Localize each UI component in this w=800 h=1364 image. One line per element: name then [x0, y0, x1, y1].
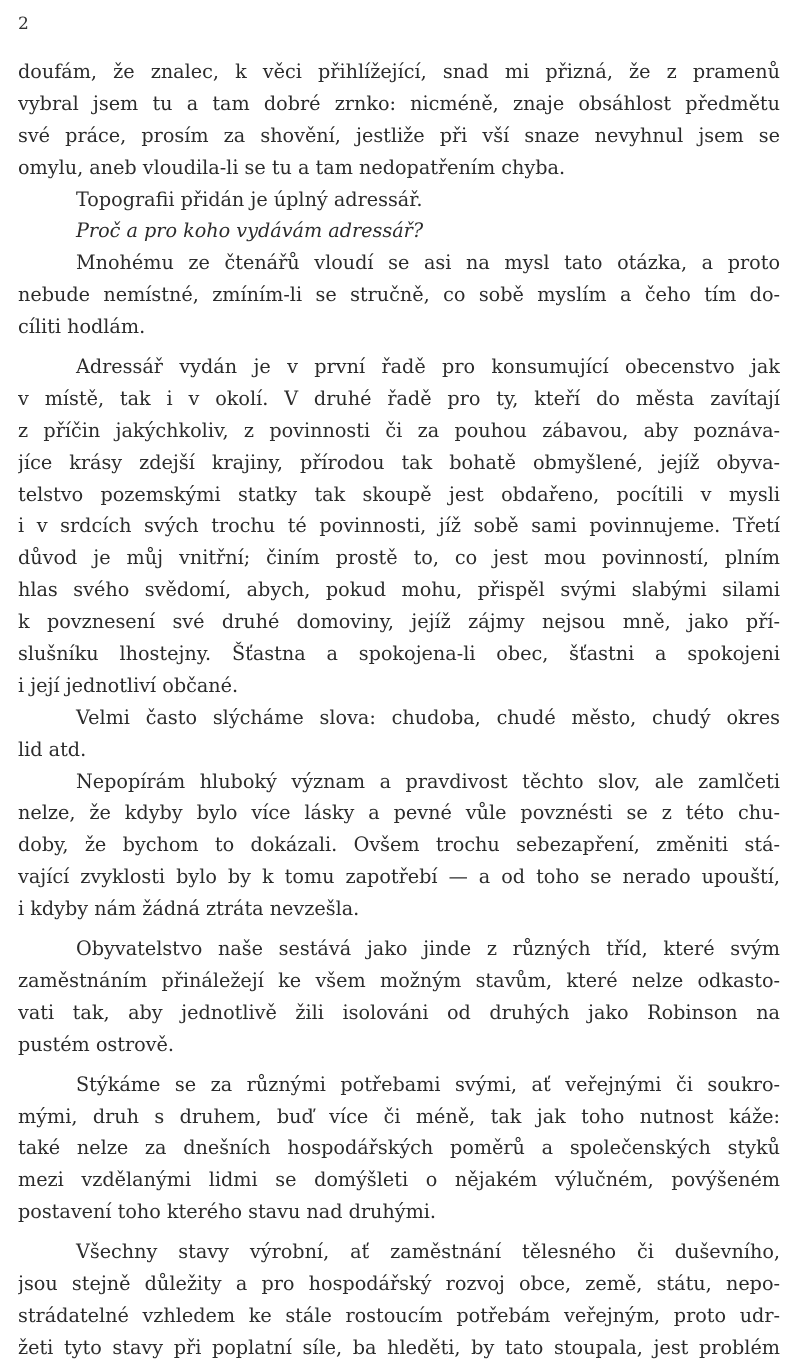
text-line: vybral jsem tu a tam dobré zrnko: nicméně, znaje obsáhlost předmětu	[18, 91, 780, 115]
text-line: v místě, tak i v okolí. V druhé řadě pro ty, kteří do města zavítají	[18, 386, 780, 410]
page-number: 2	[18, 14, 29, 34]
text-line: Nepopírám hluboký význam a pravdivost těchto slov, ale zamlčeti	[76, 769, 780, 793]
text-line: vající zvyklosti bylo by k tomu zapotřebí — a od toho se nerado upouští,	[18, 865, 780, 889]
text-line: mými, druh s druhem, buď více či méně, tak jak toho nutnost káže:	[18, 1104, 780, 1128]
text-line: Velmi často slýcháme slova: chudoba, chudé město, chudý okres	[76, 705, 780, 729]
text-line: Stýkáme se za různými potřebami svými, ať veřejnými či soukro-	[76, 1072, 780, 1096]
text-line: důvod je můj vnitřní; činím prostě to, co jest mou povinností, plním	[18, 546, 780, 570]
text-line: žeti tyto stavy při poplatní síle, ba hleděti, by tato stoupala, jest problém	[18, 1335, 780, 1359]
text-line: zaměstnáním přináležejí ke všem možným stavům, které nelze odkasto-	[18, 968, 780, 992]
section-question: Proč a pro koho vydávám adressář?	[76, 219, 424, 243]
text-line: nebude nemístné, zmíním-li se stručně, co sobě myslím a čeho tím do-	[18, 283, 780, 307]
text-line: vati tak, aby jednotlivě žili isolováni od druhých jako Robinson na	[18, 1000, 780, 1024]
text-line: i kdyby nám žádná ztráta nevzešla.	[18, 897, 360, 921]
text-line: k povznesení své druhé domoviny, jejíž zájmy nejsou mně, jako pří-	[18, 610, 780, 634]
text-line: telstvo pozemskými statky tak skoupě jest obdařeno, pocítili v mysli	[18, 482, 780, 506]
text-line: cíliti hodlám.	[18, 315, 146, 339]
text-line: slušníku lhostejny. Šťastna a spokojena-li obec, šťastni a spokojeni	[18, 642, 780, 666]
text-line: strádatelné vzhledem ke stále rostoucím potřebám veřejným, proto udr-	[18, 1303, 780, 1327]
text-line: doufám, že znalec, k věci přihlížející, snad mi přizná, že z pramenů	[18, 60, 780, 83]
text-line: postavení toho kterého stavu nad druhými.	[18, 1200, 437, 1224]
text-line: mezi vzdělanými lidmi se domýšleti o nějakém výlučném, povýšeném	[18, 1168, 780, 1192]
text-line: Topografii přidán je úplný adressář.	[76, 187, 423, 211]
text-line: i v srdcích svých trochu té povinnosti, jíž sobě sami povinnujeme. Třetí	[18, 514, 780, 538]
text-line: Adressář vydán je v první řadě pro konsumující obecenstvo jak	[76, 355, 780, 379]
body-text	[18, 56, 780, 1364]
text-line: jíce krásy zdejší krajiny, přírodou tak bohatě obmyšlené, jejíž obyva-	[18, 450, 780, 474]
text-line: své práce, prosím za shovění, jestliže při vší snaze nevyhnul jsem se	[18, 123, 780, 147]
text-line: z příčin jakýchkoliv, z povinnosti či za pouhou zábavou, aby poznáva-	[18, 418, 780, 442]
text-line: Všechny stavy výrobní, ať zaměstnání tělesného či duševního,	[76, 1240, 780, 1264]
text-line: doby, že bychom to dokázali. Ovšem trochu sebezapření, změniti stá-	[18, 833, 780, 857]
text-line: jsou stejně důležity a pro hospodářský rozvoj obce, země, státu, nepo-	[18, 1271, 780, 1295]
text-line: hlas svého svědomí, abych, pokud mohu, přispěl svými slabými silami	[18, 578, 780, 602]
text-line: i její jednotliví občané.	[18, 673, 239, 697]
text-line: také nelze za dnešních hospodářských poměrů a společenských styků	[18, 1136, 780, 1160]
text-line: omylu, aneb vloudila-li se tu a tam nedopatřením chyba.	[18, 155, 566, 179]
text-line: pustém ostrově.	[18, 1032, 174, 1056]
text-line: lid atd.	[18, 737, 87, 761]
text-line: nelze, že kdyby bylo více lásky a pevné vůle povznésti se z této chu-	[18, 801, 780, 825]
text-line: Obyvatelstvo naše sestává jako jinde z různých tříd, které svým	[76, 937, 780, 961]
text-line: Mnohému ze čtenářů vloudí se asi na mysl tato otázka, a proto	[76, 251, 780, 275]
